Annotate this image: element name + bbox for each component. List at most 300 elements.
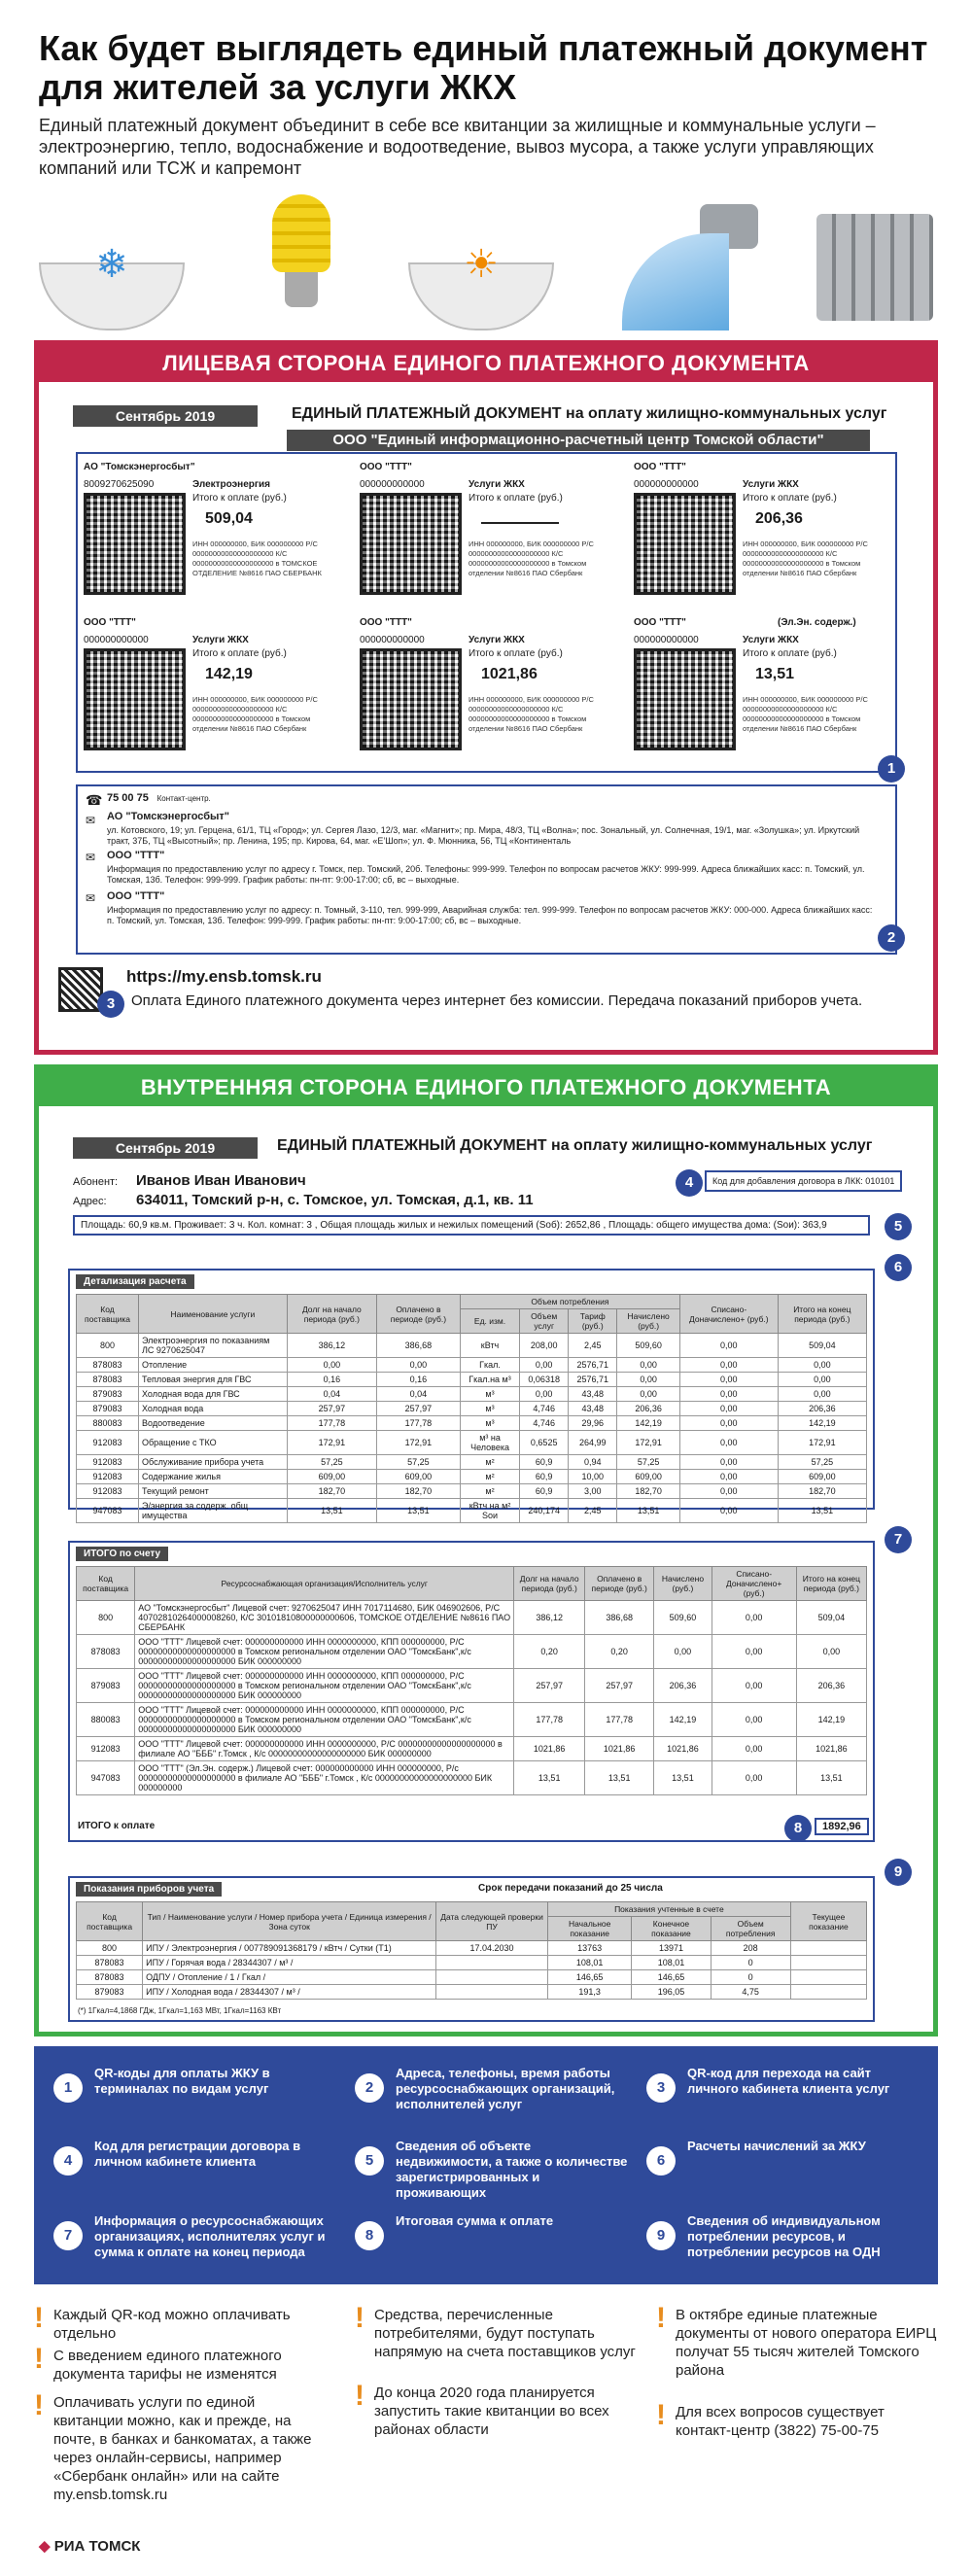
- table-cell: 1021,86: [585, 1737, 654, 1761]
- total-caption: ИТОГО по счету: [76, 1547, 168, 1561]
- table-cell: 947083: [77, 1761, 135, 1795]
- phone-label: Контакт-центр.: [156, 794, 211, 803]
- total-table-box: [68, 1541, 875, 1842]
- table-cell: 878083: [77, 1970, 143, 1985]
- table-cell: кВтч: [460, 1334, 519, 1358]
- callout-badge-9: 9: [885, 1859, 912, 1886]
- table-cell: 142,19: [778, 1416, 866, 1431]
- table-cell: 1021,86: [514, 1737, 585, 1761]
- table-cell: 57,25: [287, 1455, 376, 1470]
- table-cell: 947083: [77, 1499, 139, 1523]
- table-cell: 386,12: [514, 1601, 585, 1635]
- table-cell: 206,36: [654, 1669, 712, 1703]
- table-cell: 609,00: [287, 1470, 376, 1484]
- table-cell: 240,174: [520, 1499, 569, 1523]
- receipt-org: ООО "ТТТ": [634, 617, 686, 628]
- table-cell: 2576,71: [569, 1358, 617, 1373]
- front-month: Сентябрь 2019: [73, 405, 258, 427]
- legend-item: [53, 2213, 335, 2277]
- table-cell: 0,6525: [520, 1431, 569, 1455]
- qr-code[interactable]: [634, 493, 736, 595]
- note-text: До конца 2020 года планируется запустить такие квитанции во всех районах области: [374, 2385, 609, 2438]
- table-cell: 509,60: [617, 1334, 680, 1358]
- table-cell: 177,78: [514, 1703, 585, 1737]
- meter-note: (*) 1Гкал=4,1868 ГДж, 1Гкал=1,163 МВт, 1Гкал=1163 КВт: [78, 2006, 282, 2015]
- phone-line: [107, 792, 211, 804]
- table-cell: 0,00: [679, 1373, 778, 1387]
- callout-badge-4: 4: [676, 1169, 703, 1197]
- table-cell: 0,00: [712, 1703, 796, 1737]
- receipt-amount: 509,04: [205, 510, 253, 527]
- front-side-heading: ЛИЦЕВАЯ СТОРОНА ЕДИНОГО ПЛАТЕЖНОГО ДОКУМЕНТА: [39, 345, 933, 382]
- table-cell: 182,70: [376, 1484, 460, 1499]
- table-cell: 43,48: [569, 1387, 617, 1402]
- table-cell: м³: [460, 1402, 519, 1416]
- table-cell: 57,25: [376, 1455, 460, 1470]
- col-header: Тип / Наименование услуги / Номер прибора учета / Единица измерения / Зона суток: [143, 1902, 436, 1941]
- legend-number: 5: [355, 2146, 384, 2176]
- table-cell: ИПУ / Электроэнергия / 007789091368179 / кВтч / Сутки (Т1): [143, 1941, 436, 1956]
- inner-doc-title: ЕДИНЫЙ ПЛАТЕЖНЫЙ ДОКУМЕНТ на оплату жилищно-коммунальных услуг: [277, 1137, 873, 1154]
- table-cell: 142,19: [654, 1703, 712, 1737]
- receipt-number: 000000000000: [634, 479, 699, 490]
- legend-text: Сведения об объекте недвижимости, а также о количестве зарегистрированных и проживающих: [396, 2139, 628, 2200]
- receipt-bank: ИНН 000000000, БИК 000000000 Р/С 00000000000000000000 К/С 00000000000000000000 в Томском отделении №8616 ПАО Сбербанк: [743, 695, 868, 733]
- table-cell: 191,3: [547, 1985, 632, 2000]
- receipt-number: 000000000000: [360, 635, 425, 645]
- site-link[interactable]: https://my.ensb.tomsk.ru: [126, 967, 322, 986]
- table-cell: м³: [460, 1416, 519, 1431]
- legend-number: 3: [646, 2073, 676, 2103]
- table-cell: 0,00: [617, 1373, 680, 1387]
- receipt-bank: ИНН 000000000, БИК 000000000 Р/С 00000000000000000000 К/С 00000000000000000000 в Томском отделении №8616 ПАО Сбербанк: [469, 540, 594, 577]
- legend-number: 4: [53, 2146, 83, 2176]
- table-cell: 4,746: [520, 1402, 569, 1416]
- table-cell: 1021,86: [654, 1737, 712, 1761]
- col-group-header: Объем потребления: [460, 1295, 679, 1309]
- col-header: Начислено (руб.): [617, 1309, 680, 1334]
- table-cell: 800: [77, 1941, 143, 1956]
- table-cell: 0,00: [679, 1484, 778, 1499]
- col-header: Долг на начало периода (руб.): [514, 1567, 585, 1601]
- front-doc-title: ЕДИНЫЙ ПЛАТЕЖНЫЙ ДОКУМЕНТ на оплату жилищно-коммунальных услуг: [292, 405, 887, 422]
- legend-text: QR-коды для оплаты ЖКУ в терминалах по видам услуг: [94, 2066, 270, 2096]
- receipt-card: [634, 617, 896, 763]
- table-cell: 878083: [77, 1635, 135, 1669]
- exclamation-icon: !: [34, 2302, 44, 2334]
- legend-item: [355, 2213, 637, 2277]
- table-cell: 206,36: [778, 1402, 866, 1416]
- table-cell: 0,94: [569, 1455, 617, 1470]
- table-cell: м²: [460, 1455, 519, 1470]
- site-text: Оплата Единого платежного документа через интернет без комиссии. Передача показаний приборов учета.: [131, 992, 863, 1009]
- table-cell: 142,19: [796, 1703, 866, 1737]
- qr-code[interactable]: [84, 493, 186, 595]
- table-cell: 13,51: [287, 1499, 376, 1523]
- table-cell: 879083: [77, 1985, 143, 2000]
- table-cell: 386,68: [376, 1334, 460, 1358]
- legend-text: QR-код для перехода на сайт личного кабинета клиента услуг: [687, 2066, 890, 2096]
- table-cell: 43,48: [569, 1402, 617, 1416]
- table-cell: 800: [77, 1601, 135, 1635]
- receipt-org: ООО "ТТТ": [360, 617, 412, 628]
- col-header: Ресурсоснабжающая организация/Исполнитель услуг: [135, 1567, 514, 1601]
- sun-bowl-icon: ☀: [408, 262, 554, 331]
- table-cell: 0,00: [617, 1387, 680, 1402]
- table-cell: 0,00: [679, 1334, 778, 1358]
- col-header: Итого на конец периода (руб.): [796, 1567, 866, 1601]
- table-cell: ООО "ТТТ" Лицевой счет: 000000000000 ИНН 0000000000, КПП 000000000, Р/С 00000000000000000000 в Томском региональном отделении ОАО "ТомскБанк",к/с 00000000000000000000 БИК 000000000: [135, 1703, 514, 1737]
- note-text: Для всех вопросов существует контакт-центр (3822) 75-00-75: [676, 2404, 885, 2439]
- table-cell: 177,78: [376, 1416, 460, 1431]
- table-cell: Содержание жилья: [139, 1470, 288, 1484]
- table-cell: 29,96: [569, 1416, 617, 1431]
- col-group-header: Показания учтенные в счете: [547, 1902, 790, 1917]
- legend-text: Информация о ресурсоснабжающих организациях, исполнителях услуг и сумма к оплате на конец периода: [94, 2213, 326, 2259]
- receipt-amount: 142,19: [205, 666, 253, 682]
- table-cell: 0,20: [585, 1635, 654, 1669]
- water-pipe-icon: [612, 204, 758, 331]
- table-cell: 2,45: [569, 1499, 617, 1523]
- table-cell: 0,00: [778, 1373, 866, 1387]
- table-cell: 13,51: [376, 1499, 460, 1523]
- table-cell: 13,51: [778, 1499, 866, 1523]
- receipt-bank: ИНН 000000000, БИК 000000000 Р/С 00000000000000000000 К/С 00000000000000000000 в Томском отделении №8616 ПАО Сбербанк: [192, 695, 318, 733]
- contact-text-3: Информация по предоставлению услуг по адресу: п. Томный, 3-110, тел. 999-999, Аварийная служба: тел. 999-999. Телефон по вопросам расчетов ЖКУ: 000-000. Адреса ближайших касс: п. Томский, ул. Томская, 13б. Телефон: 999-999. График работы: пн-пт: 9:00-17:00; сб, вс – выходные.: [107, 905, 873, 925]
- table-cell: Текущий ремонт: [139, 1484, 288, 1499]
- table-cell: [790, 1956, 866, 1970]
- lightbulb-icon: [272, 194, 330, 311]
- exclamation-icon: !: [656, 2399, 666, 2431]
- legend-number: 9: [646, 2221, 676, 2250]
- table-cell: 2576,71: [569, 1373, 617, 1387]
- callout-badge-8: 8: [784, 1815, 812, 1842]
- receipt-total-label: Итого к оплате (руб.): [743, 648, 837, 659]
- table-cell: 880083: [77, 1416, 139, 1431]
- mail-icon: ✉: [86, 851, 96, 864]
- table-cell: 13763: [547, 1941, 632, 1956]
- detail-table: [76, 1294, 867, 1523]
- table-cell: Обращение с ТКО: [139, 1431, 288, 1455]
- receipt-service: Электроэнергия: [192, 479, 271, 490]
- receipt-amount: 206,36: [755, 510, 803, 527]
- table-cell: 17.04.2030: [436, 1941, 548, 1956]
- receipt-total-label: Итого к оплате (руб.): [743, 493, 837, 504]
- exclamation-icon: !: [355, 2380, 364, 2412]
- contact-org-2: ООО "ТТТ": [107, 850, 165, 861]
- table-cell: 386,68: [585, 1601, 654, 1635]
- note-text: Каждый QR-код можно оплачивать отдельно: [53, 2307, 291, 2342]
- table-row: [77, 1737, 867, 1761]
- table-cell: 0,00: [679, 1416, 778, 1431]
- area-info: Площадь: 60,9 кв.м. Проживает: 3 ч. Кол. комнат: 3 , Общая площадь жилых и нежилых помещений (Sоб): 2652,86 , Площадь: общего имущества дома: (Sои): 363,9: [73, 1215, 870, 1236]
- table-cell: 1021,86: [796, 1737, 866, 1761]
- callout-badge-3: 3: [97, 991, 124, 1018]
- legend-text: Сведения об индивидуальном потреблении ресурсов, и потреблении ресурсов на ОДН: [687, 2213, 881, 2259]
- total-pay-value: 1892,96: [815, 1818, 869, 1835]
- table-cell: 182,70: [287, 1484, 376, 1499]
- meter-period: Срок передачи показаний до 25 числа: [478, 1883, 663, 1894]
- col-header: Наименование услуги: [139, 1295, 288, 1334]
- table-cell: 0,06318: [520, 1373, 569, 1387]
- table-row: [77, 1416, 867, 1431]
- receipt-bank: ИНН 000000000, БИК 000000000 Р/С 00000000000000000000 К/С 00000000000000000000 в ТОМСКОЕ ОТДЕЛЕНИЕ №8616 ПАО СБЕРБАНК: [192, 540, 322, 577]
- table-cell: Отопление: [139, 1358, 288, 1373]
- receipt-extra: (Эл.Эн. содерж.): [778, 617, 856, 628]
- col-header: Списано-Доначислено+ (руб.): [712, 1567, 796, 1601]
- table-cell: 912083: [77, 1484, 139, 1499]
- table-cell: 0,00: [679, 1402, 778, 1416]
- col-header: Ед. изм.: [460, 1309, 519, 1334]
- phone-number: 75 00 75: [107, 792, 149, 804]
- legend-item: [646, 2066, 928, 2129]
- table-cell: 60,9: [520, 1455, 569, 1470]
- inner-side-heading: ВНУТРЕННЯЯ СТОРОНА ЕДИНОГО ПЛАТЕЖНОГО ДОКУМЕНТА: [39, 1069, 933, 1106]
- table-cell: 880083: [77, 1703, 135, 1737]
- col-header: Тариф (руб.): [569, 1309, 617, 1334]
- note-text: Средства, перечисленные потребителями, будут поступать напрямую на счета поставщиков услуг: [374, 2307, 636, 2360]
- exclamation-icon: !: [34, 2343, 44, 2375]
- table-cell: 60,9: [520, 1484, 569, 1499]
- receipt-org: ООО "ТТТ": [634, 462, 686, 472]
- col-header: Начальное показание: [547, 1917, 632, 1941]
- inner-side-section: [34, 1064, 938, 2036]
- table-cell: 0: [711, 1956, 790, 1970]
- table-cell: м²: [460, 1470, 519, 1484]
- table-cell: Электроэнергия по показаниям ЛС 9270625047: [139, 1334, 288, 1358]
- legend-number: 8: [355, 2221, 384, 2250]
- contact-text-2: Информация по предоставлению услуг по адресу г. Томск, пер. Томский, 20б. Телефоны: 999-999. Телефон по вопросам расчетов ЖКУ: 999-999. Адреса ближайших касс: п. Томский, ул. Томская, 13б. Телефон: 999-999. График работы: пн-пт: 9:00-17:00; сб, вс – выходные.: [107, 864, 865, 885]
- table-cell: 0,00: [679, 1455, 778, 1470]
- table-cell: 13971: [632, 1941, 711, 1956]
- table-cell: 509,04: [778, 1334, 866, 1358]
- table-cell: 13,51: [585, 1761, 654, 1795]
- table-row: [77, 1373, 867, 1387]
- table-row: [77, 1484, 867, 1499]
- table-cell: 912083: [77, 1470, 139, 1484]
- table-cell: 208: [711, 1941, 790, 1956]
- meter-table-box: [68, 1876, 875, 2022]
- table-cell: ИПУ / Холодная вода / 28344307 / м³ /: [143, 1985, 436, 2000]
- table-cell: 10,00: [569, 1470, 617, 1484]
- table-cell: 0,00: [617, 1358, 680, 1373]
- callout-badge-6: 6: [885, 1254, 912, 1281]
- table-cell: 0,00: [712, 1601, 796, 1635]
- receipt-amount-blank: [481, 522, 559, 524]
- table-row: [77, 1455, 867, 1470]
- table-cell: Обслуживание прибора учета: [139, 1455, 288, 1470]
- table-cell: 182,70: [778, 1484, 866, 1499]
- callout-badge-1: 1: [878, 755, 905, 783]
- table-cell: 4,75: [711, 1985, 790, 2000]
- table-cell: 0,00: [712, 1737, 796, 1761]
- receipt-total-label: Итого к оплате (руб.): [192, 493, 287, 504]
- table-cell: 0: [711, 1970, 790, 1985]
- receipt-card: [360, 617, 622, 763]
- receipt-org: ООО "ТТТ": [84, 617, 136, 628]
- table-cell: 0,20: [514, 1635, 585, 1669]
- table-cell: 0,00: [712, 1761, 796, 1795]
- table-cell: 0,00: [679, 1499, 778, 1523]
- receipt-total-label: Итого к оплате (руб.): [469, 648, 563, 659]
- meter-caption: Показания приборов учета: [76, 1882, 222, 1897]
- receipt-org: ООО "ТТТ": [360, 462, 412, 472]
- table-row: [77, 1703, 867, 1737]
- table-cell: 609,00: [617, 1470, 680, 1484]
- meter-table: [76, 1901, 867, 2000]
- legend-panel: [34, 2046, 938, 2284]
- table-cell: 609,00: [376, 1470, 460, 1484]
- page-subtitle: Единый платежный документ объединит в себе все квитанции за жилищные и коммунальные услуги – электроэнергию, тепло, водоснабжение и водоотведение, вывоз мусора, а также услуги управляющих компаний или ТСЖ и капремонт: [39, 116, 876, 178]
- table-cell: 108,01: [632, 1956, 711, 1970]
- table-cell: 609,00: [778, 1470, 866, 1484]
- table-cell: Холодная вода: [139, 1402, 288, 1416]
- address-value: 634011, Томский р-н, с. Томское, ул. Томская, д.1, кв. 11: [136, 1192, 534, 1208]
- contact-org-3: ООО "ТТТ": [107, 890, 165, 902]
- table-cell: 0,00: [654, 1635, 712, 1669]
- table-cell: м³ на Человека: [460, 1431, 519, 1455]
- table-cell: 386,12: [287, 1334, 376, 1358]
- table-cell: 0,04: [376, 1387, 460, 1402]
- col-header: Код поставщика: [77, 1295, 139, 1334]
- table-cell: 0,16: [287, 1373, 376, 1387]
- table-cell: 912083: [77, 1737, 135, 1761]
- table-cell: 878083: [77, 1358, 139, 1373]
- table-cell: 57,25: [778, 1455, 866, 1470]
- address-label: Адрес:: [73, 1196, 107, 1207]
- abonent-name: Иванов Иван Иванович: [136, 1172, 306, 1189]
- table-cell: м²: [460, 1484, 519, 1499]
- receipt-amount: 1021,86: [481, 666, 538, 682]
- table-cell: 172,91: [287, 1431, 376, 1455]
- abonent-label: Абонент:: [73, 1176, 119, 1188]
- table-row: [77, 1985, 867, 2000]
- table-cell: 172,91: [778, 1431, 866, 1455]
- exclamation-icon: !: [656, 2302, 666, 2334]
- table-cell: 878083: [77, 1956, 143, 1970]
- col-header: Конечное показание: [632, 1917, 711, 1941]
- table-row: [77, 1387, 867, 1402]
- table-cell: [790, 1985, 866, 2000]
- receipt-card: [84, 617, 346, 763]
- table-cell: 177,78: [585, 1703, 654, 1737]
- table-cell: 878083: [77, 1373, 139, 1387]
- table-cell: 257,97: [287, 1402, 376, 1416]
- qr-code[interactable]: [84, 648, 186, 750]
- inner-month: Сентябрь 2019: [73, 1137, 258, 1159]
- col-header: Код поставщика: [77, 1567, 135, 1601]
- legend-text: Код для регистрации договора в личном кабинете клиента: [94, 2139, 301, 2169]
- table-cell: 0,00: [778, 1387, 866, 1402]
- table-cell: 264,99: [569, 1431, 617, 1455]
- col-header: Текущее показание: [790, 1902, 866, 1941]
- total-table: [76, 1566, 867, 1795]
- table-cell: 0,00: [520, 1387, 569, 1402]
- legend-number: 2: [355, 2073, 384, 2103]
- receipt-card: [634, 462, 896, 608]
- table-row: [77, 1431, 867, 1455]
- col-header: Начислено (руб.): [654, 1567, 712, 1601]
- phone-icon: ☎: [86, 792, 103, 808]
- table-cell: 912083: [77, 1455, 139, 1470]
- radiator-icon: [816, 214, 933, 321]
- receipt-service: Услуги ЖКХ: [469, 479, 525, 490]
- table-cell: Холодная вода для ГВС: [139, 1387, 288, 1402]
- table-cell: 0,00: [376, 1358, 460, 1373]
- table-cell: Гкал.: [460, 1358, 519, 1373]
- receipt-number: 000000000000: [84, 635, 149, 645]
- table-cell: 108,01: [547, 1956, 632, 1970]
- contact-text-1: ул. Котовского, 19; ул. Герцена, 61/1, ТЦ «Город»; ул. Сергея Лазо, 12/3, маг. «Магнит»; пр. Мира, 48/3, ТЦ «Волна»; пос. Зональный, ул. Солнечная, 19/1, маг. «Золушка»; ул. Иркутский тракт, 37Б, ТЦ «Высотный»; пр. Ленина, 195; пр. Кирова, 64, маг. «Е’Шоп»; ул. Ф. Мюнника, 56, ТЦ «Континенталь: [107, 825, 860, 846]
- table-cell: 172,91: [617, 1431, 680, 1455]
- table-cell: 172,91: [376, 1431, 460, 1455]
- legend-number: 6: [646, 2146, 676, 2176]
- contact-org-1: АО "Томскэнергосбыт": [107, 811, 230, 822]
- receipt-number: 8009270625090: [84, 479, 155, 490]
- table-cell: 0,00: [520, 1358, 569, 1373]
- table-cell: 4,746: [520, 1416, 569, 1431]
- table-cell: ООО "ТТТ" Лицевой счет: 000000000000 ИНН 0000000000, КПП 000000000, Р/С 00000000000000000000 в Томском региональном отделении ОАО "ТомскБанк",к/с 00000000000000000000 БИК 000000000: [135, 1635, 514, 1669]
- legend-item: [355, 2066, 637, 2129]
- front-side-section: [34, 340, 938, 1055]
- mail-icon: ✉: [86, 891, 96, 905]
- table-cell: 146,65: [632, 1970, 711, 1985]
- table-cell: 60,9: [520, 1470, 569, 1484]
- receipt-card: [84, 462, 346, 608]
- table-cell: 206,36: [796, 1669, 866, 1703]
- table-cell: ОДПУ / Отопление / 1 / Гкал /: [143, 1970, 436, 1985]
- qr-code[interactable]: [634, 648, 736, 750]
- receipt-total-label: Итого к оплате (руб.): [192, 648, 287, 659]
- legend-item: [355, 2139, 637, 2202]
- table-cell: 13,51: [617, 1499, 680, 1523]
- note-text: Оплачивать услуги по единой квитанции можно, как и прежде, на почте, в банках и банкоматах, а также через онлайн-сервисы, например «Сбербанк онлайн» или на сайте my.ensb.tomsk.ru: [53, 2394, 312, 2503]
- detail-caption: Детализация расчета: [76, 1274, 194, 1289]
- qr-code[interactable]: [360, 648, 462, 750]
- table-cell: 57,25: [617, 1455, 680, 1470]
- logo-text: РИА ТОМСК: [53, 2538, 141, 2555]
- qr-code[interactable]: [360, 493, 462, 595]
- legend-item: [646, 2213, 928, 2277]
- total-pay-label: ИТОГО к оплате: [78, 1821, 156, 1831]
- table-cell: 257,97: [514, 1669, 585, 1703]
- table-cell: [436, 1985, 548, 2000]
- table-cell: Э/энергия за содерж. общ имущества: [139, 1499, 288, 1523]
- table-cell: 196,05: [632, 1985, 711, 2000]
- table-cell: 2,45: [569, 1334, 617, 1358]
- table-cell: 509,04: [796, 1601, 866, 1635]
- table-cell: 13,51: [796, 1761, 866, 1795]
- table-cell: 879083: [77, 1402, 139, 1416]
- table-cell: м³: [460, 1387, 519, 1402]
- table-row: [77, 1499, 867, 1523]
- table-cell: 177,78: [287, 1416, 376, 1431]
- callout-badge-7: 7: [885, 1526, 912, 1553]
- note-text: В октябре единые платежные документы от нового оператора ЕИРЦ получат 55 тысяч жителей Томского района: [676, 2307, 937, 2379]
- notes-section: [34, 2304, 938, 2518]
- table-row: [77, 1334, 867, 1358]
- legend-item: [646, 2139, 928, 2202]
- table-cell: 257,97: [585, 1669, 654, 1703]
- col-header: Оплачено в периоде (руб.): [585, 1567, 654, 1601]
- receipts-box: [76, 452, 897, 777]
- table-cell: 3,00: [569, 1484, 617, 1499]
- col-header: Объем услуг: [520, 1309, 569, 1334]
- table-cell: 0,00: [679, 1387, 778, 1402]
- col-header: Списано-Доначислено+ (руб.): [679, 1295, 778, 1334]
- col-header: Код поставщика: [77, 1902, 143, 1941]
- table-cell: 0,00: [712, 1669, 796, 1703]
